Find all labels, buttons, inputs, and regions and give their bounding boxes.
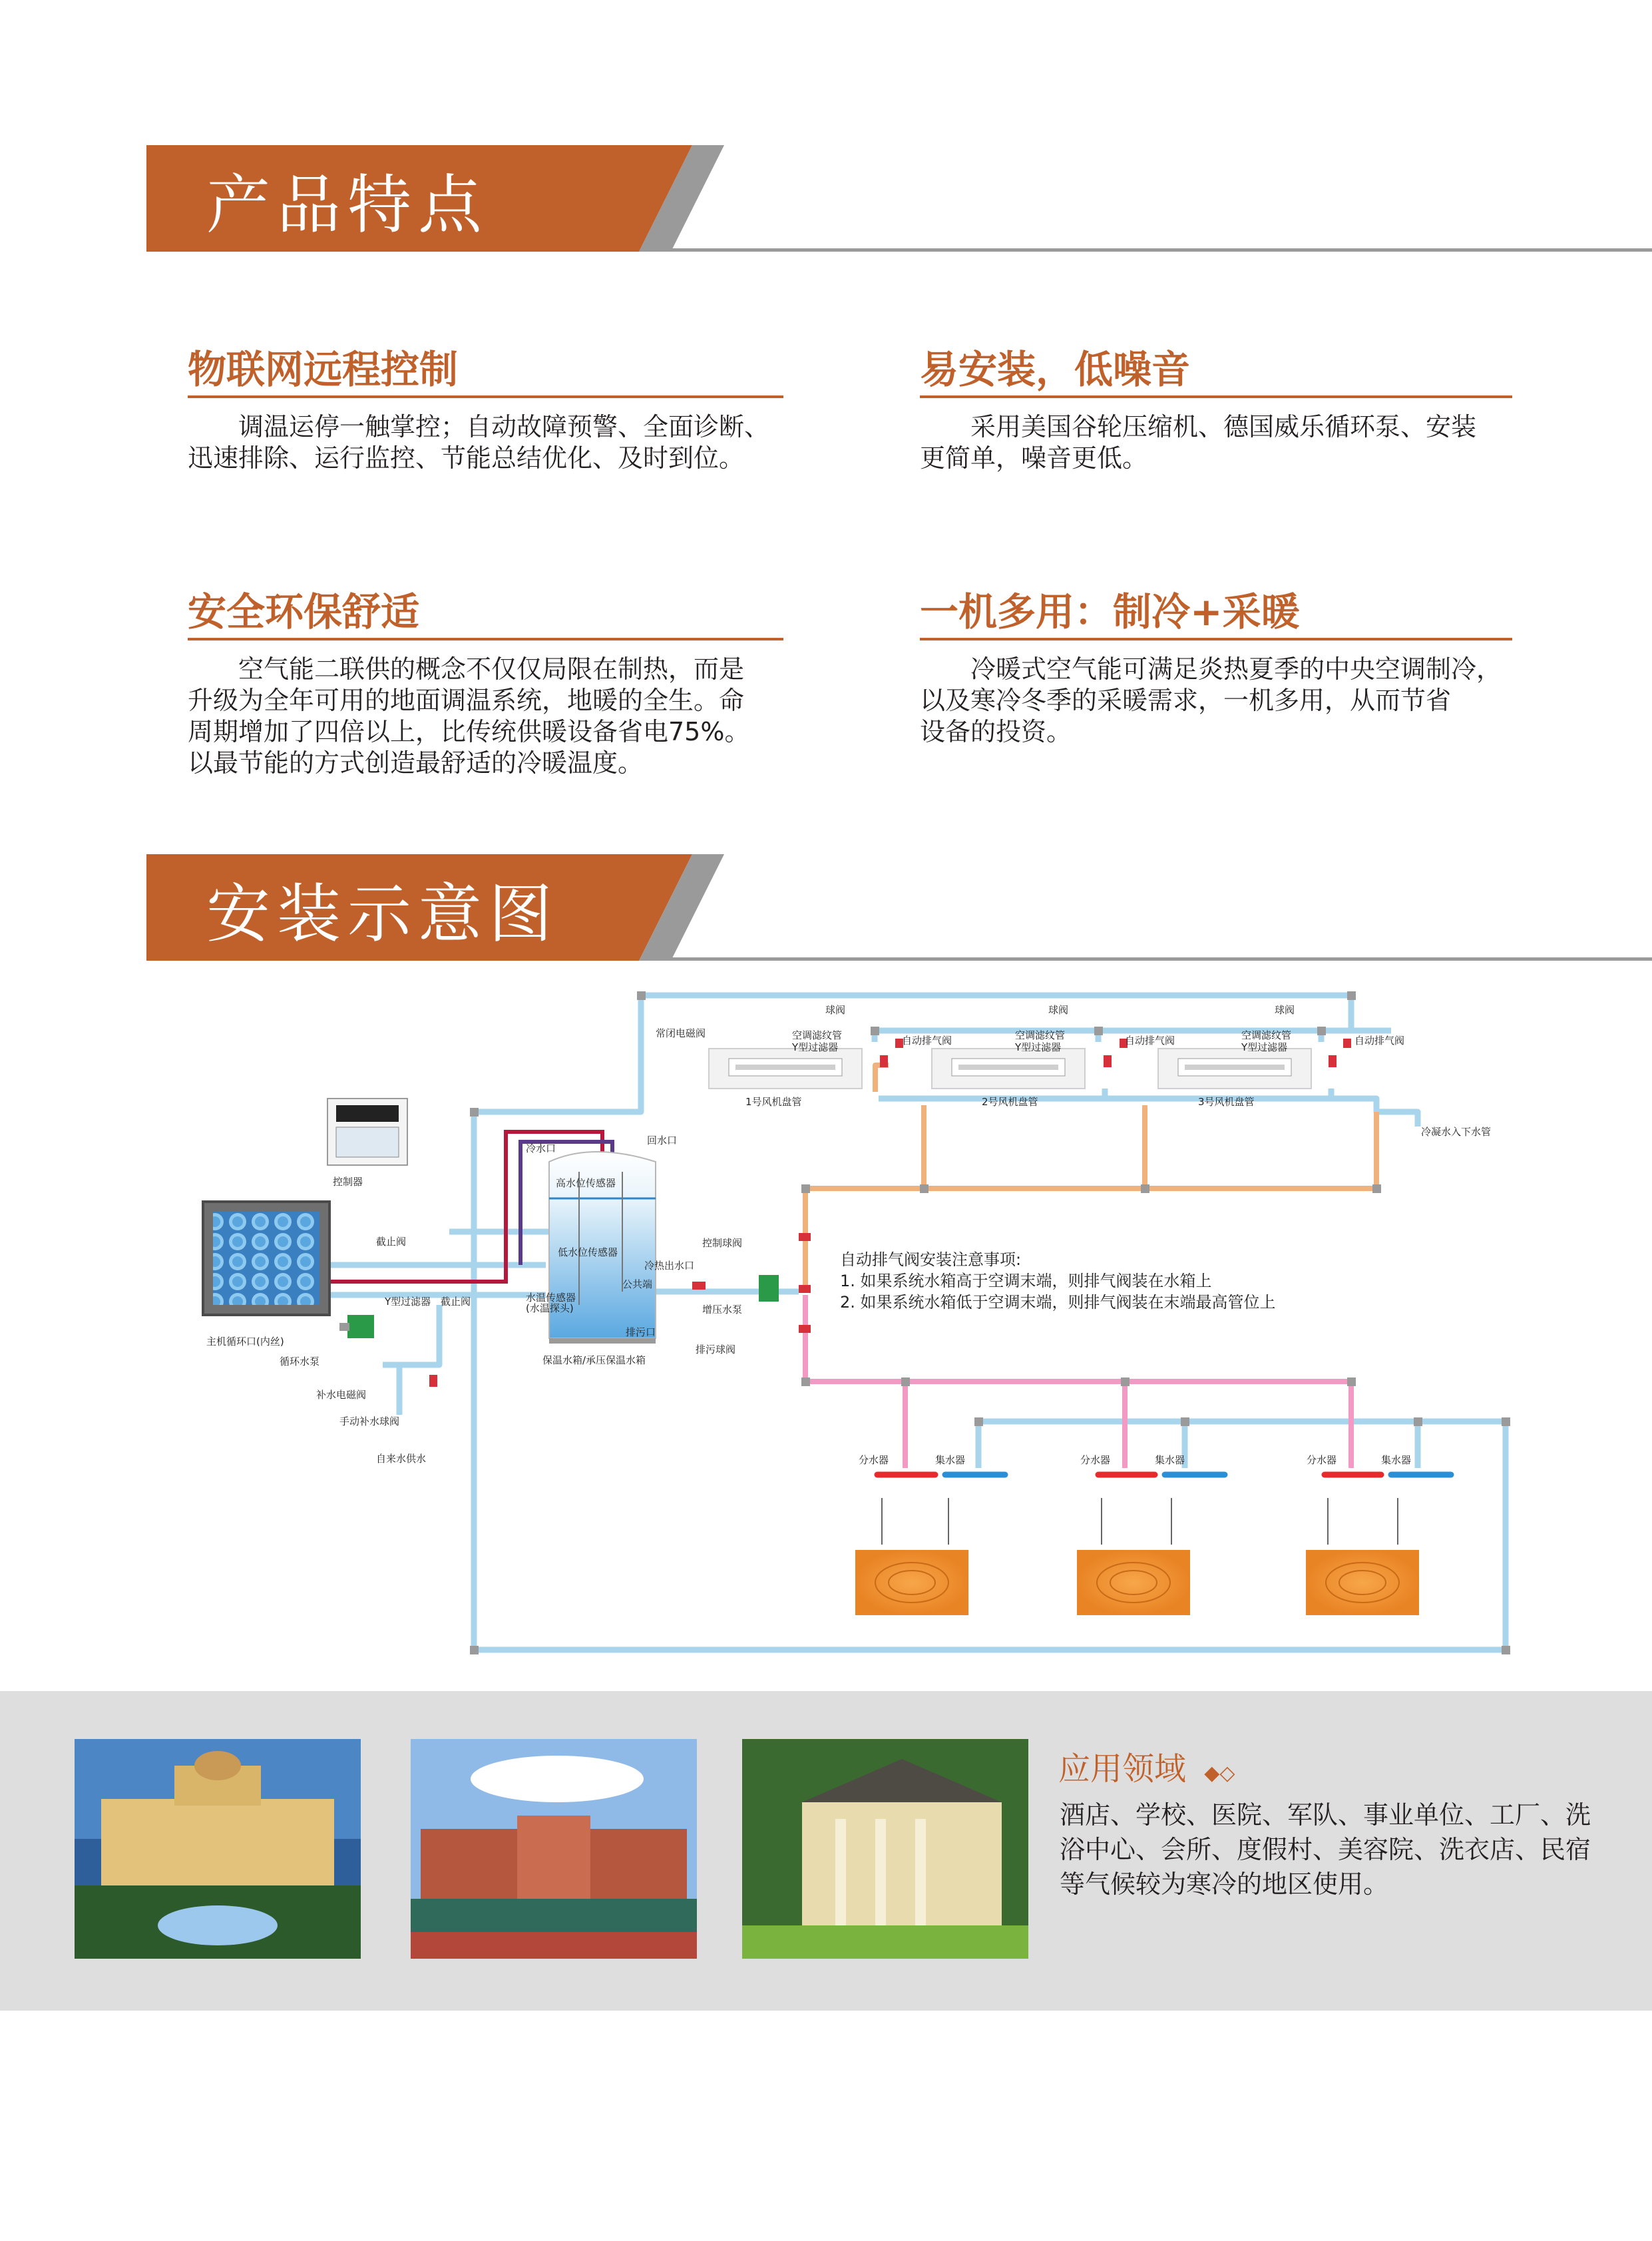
label-fan-coil-3: 3号风机盘管 bbox=[1198, 1096, 1255, 1108]
diamond-outline-icon: ◇ bbox=[1219, 1762, 1235, 1785]
label-cold-inlet: 冷水口 bbox=[526, 1142, 556, 1154]
feature-body-safety: 空气能二联供的概念不仅仅局限在制热，而是 升级为全年可用的地面调温系统，地暖的全生。命 周期增加了四倍以上，比传统供暖设备省电75%。 以最节能的方式创造最舒适的冷暖温度。 bbox=[188, 654, 750, 778]
label-controller: 控制器 bbox=[333, 1176, 363, 1188]
label-y-filter: Y型过滤器 bbox=[792, 1041, 839, 1053]
label-water-temp-sub: (水温探头) bbox=[526, 1302, 574, 1314]
label-ball-valve: 球阀 bbox=[1275, 1004, 1295, 1016]
section-divider bbox=[666, 957, 1652, 961]
label-auto-vent: 自动排气阀 bbox=[1125, 1035, 1175, 1047]
label-auto-vent: 自动排气阀 bbox=[1354, 1035, 1405, 1047]
hotel-photo bbox=[75, 1739, 361, 1959]
notes-title: 自动排气阀安装注意事项: bbox=[840, 1250, 1022, 1269]
label-fan-coil-2: 2号风机盘管 bbox=[982, 1096, 1038, 1108]
label-stop-valve: 截止阀 bbox=[376, 1236, 407, 1248]
label-y-filter: Y型过滤器 bbox=[385, 1296, 431, 1308]
label-booster-pump: 增压水泵 bbox=[702, 1304, 743, 1316]
label-ac-filter: 空调滤纹管 bbox=[792, 1029, 843, 1041]
feature-underline bbox=[188, 395, 783, 398]
feature-underline bbox=[920, 395, 1512, 398]
label-ball-valve: 球阀 bbox=[1048, 1004, 1069, 1016]
label-collector: 集水器 bbox=[1381, 1454, 1412, 1466]
vent-notes bbox=[840, 1250, 1276, 1312]
section-divider bbox=[666, 248, 1652, 252]
notes-item: 1. 如果系统水箱高于空调末端，则排气阀装在水箱上 bbox=[840, 1272, 1212, 1290]
feature-title-multi: 一机多用：制冷+采暖 bbox=[920, 589, 1300, 634]
label-y-filter: Y型过滤器 bbox=[1241, 1041, 1288, 1053]
label-tap-water: 自来水供水 bbox=[376, 1453, 427, 1465]
label-condensate: 冷凝水入下水管 bbox=[1421, 1126, 1492, 1138]
feature-underline bbox=[188, 638, 783, 640]
feature-underline bbox=[920, 638, 1512, 640]
label-fan-coil-1: 1号风机盘管 bbox=[745, 1096, 802, 1108]
section-title: 安装示意图 bbox=[206, 877, 559, 951]
label-host-loop: 主机循环口(内丝) bbox=[206, 1336, 284, 1348]
label-collector: 集水器 bbox=[935, 1454, 966, 1466]
label-return-inlet: 回水口 bbox=[647, 1134, 678, 1146]
feature-title-iot: 物联网远程控制 bbox=[188, 347, 459, 392]
application-title-text: 应用领域 bbox=[1058, 1750, 1187, 1788]
label-ball-valve: 球阀 bbox=[825, 1004, 846, 1016]
label-auto-vent: 自动排气阀 bbox=[902, 1035, 952, 1047]
section-title: 产品特点 bbox=[206, 168, 489, 242]
label-normally-closed-valve: 常闭电磁阀 bbox=[656, 1027, 706, 1039]
floor-heating-panels bbox=[855, 1550, 1419, 1615]
label-makeup-valve: 补水电磁阀 bbox=[316, 1389, 367, 1401]
feature-body-multi: 冷暖式空气能可满足炎热夏季的中央空调制冷， 以及寒冷冬季的采暖需求，一机多用，从而节省 设备的投资。 bbox=[920, 654, 1502, 746]
feature-body-install: 采用美国谷轮压缩机、德国威乐循环泵、安装 更简单，噪音更低。 bbox=[920, 412, 1477, 473]
heat-pump-unit bbox=[203, 1202, 329, 1315]
floor-feed-lines bbox=[882, 1498, 1398, 1545]
label-y-filter: Y型过滤器 bbox=[1015, 1041, 1062, 1053]
controller-box bbox=[327, 1099, 407, 1165]
villa-photo bbox=[742, 1739, 1028, 1959]
label-stop-valve: 截止阀 bbox=[441, 1296, 471, 1308]
label-low-level: 低水位传感器 bbox=[558, 1246, 618, 1258]
feature-body-iot: 调温运停一触掌控；自动故障预警、全面诊断、 迅速排除、运行监控、节能总结优化、及时到位。 bbox=[188, 412, 770, 473]
label-manual-valve: 手动补水球阀 bbox=[339, 1415, 400, 1427]
section-banner-install bbox=[146, 854, 739, 961]
notes-item: 2. 如果系统水箱低于空调末端，则排气阀装在末端最高管位上 bbox=[840, 1293, 1276, 1312]
hot-water-pipes bbox=[805, 1295, 1351, 1468]
label-ac-filter: 空调滤纹管 bbox=[1015, 1029, 1066, 1041]
feature-title-install: 易安装，低噪音 bbox=[920, 347, 1191, 392]
label-distributor: 分水器 bbox=[1307, 1454, 1337, 1466]
label-ctrl-ball-valve: 控制球阀 bbox=[702, 1237, 743, 1249]
application-body: 酒店、学校、医院、军队、事业单位、工厂、洗浴中心、会所、度假村、美容院、洗衣店、民宿等气候较为寒冷的地区使用。 bbox=[1060, 1800, 1591, 1899]
label-common-end: 公共端 bbox=[622, 1278, 653, 1290]
application-title bbox=[1058, 1743, 1235, 1789]
label-hot-outlet: 冷热出水口 bbox=[644, 1260, 695, 1272]
school-photo bbox=[411, 1739, 697, 1959]
section-banner-features bbox=[146, 145, 739, 252]
fan-coil-units bbox=[709, 1049, 1311, 1089]
installation-diagram bbox=[0, 972, 1652, 1678]
diamond-icon: ◆ bbox=[1204, 1762, 1220, 1785]
label-distributor: 分水器 bbox=[1080, 1454, 1111, 1466]
label-high-level: 高水位传感器 bbox=[556, 1177, 616, 1189]
label-drain: 排污口 bbox=[626, 1326, 656, 1338]
label-water-temp: 水温传感器 bbox=[526, 1292, 576, 1304]
feature-title-safety: 安全环保舒适 bbox=[188, 589, 420, 634]
label-circ-pump: 循环水泵 bbox=[280, 1356, 320, 1368]
label-distributor: 分水器 bbox=[859, 1454, 889, 1466]
label-drain-valve: 排污球阀 bbox=[696, 1344, 736, 1356]
label-ac-filter: 空调滤纹管 bbox=[1241, 1029, 1292, 1041]
label-collector: 集水器 bbox=[1155, 1454, 1185, 1466]
label-tank: 保温水箱/承压保温水箱 bbox=[542, 1354, 646, 1366]
